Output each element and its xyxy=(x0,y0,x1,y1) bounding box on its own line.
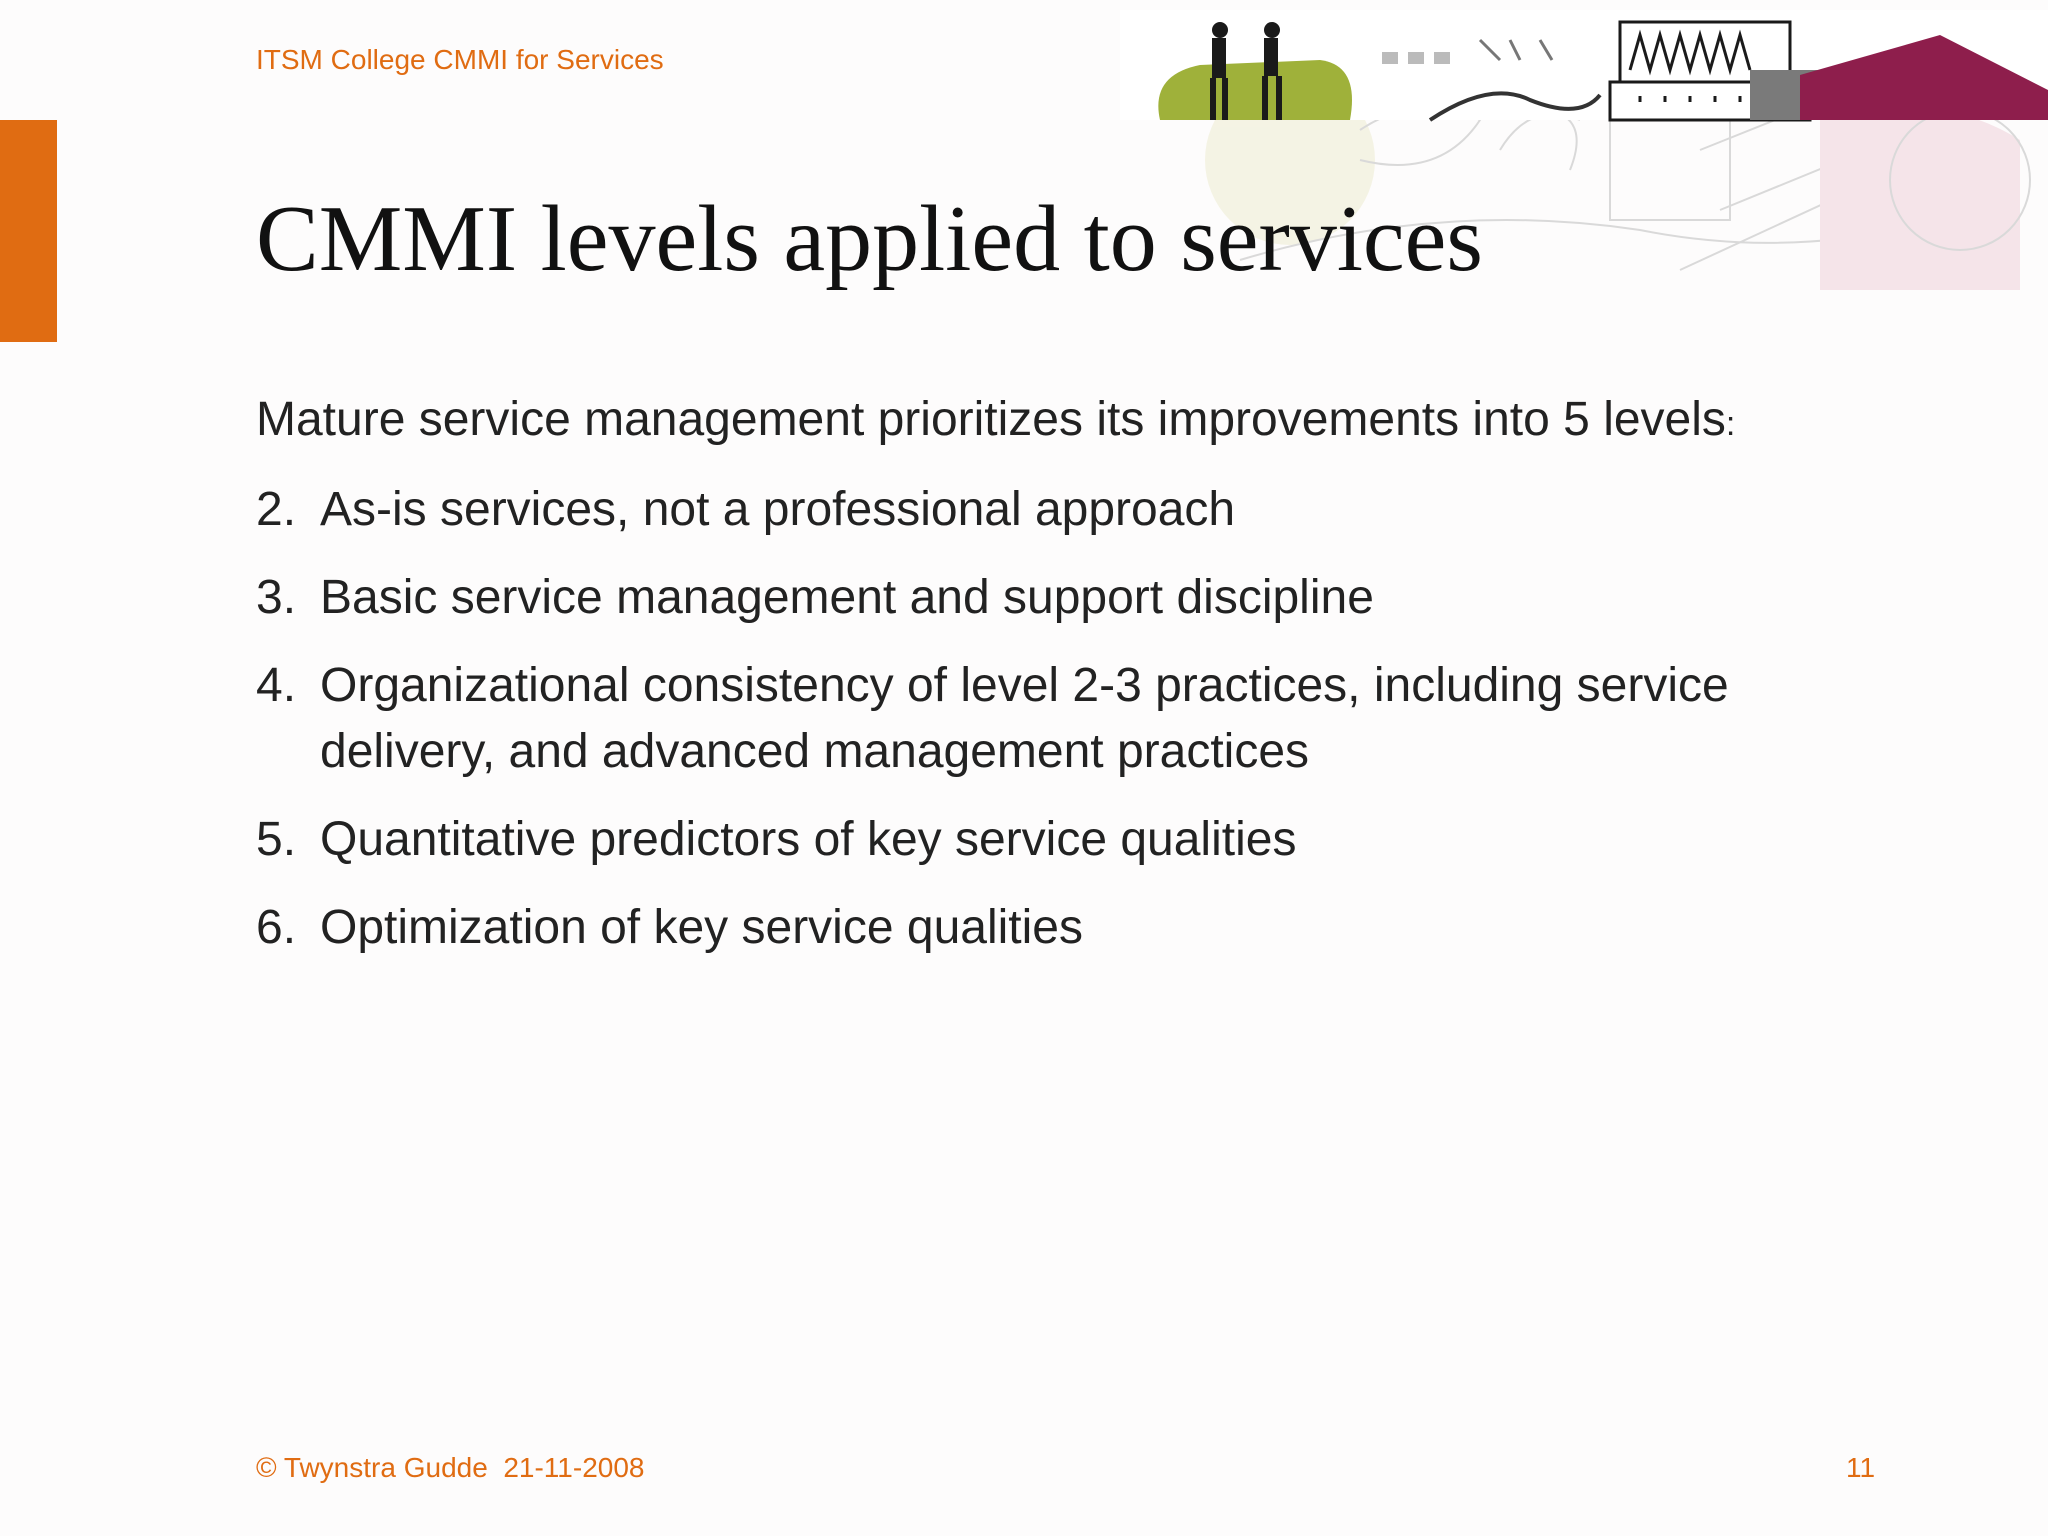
list-item xyxy=(256,653,1906,785)
list-item-number: 5. xyxy=(256,813,297,866)
course-header: ITSM College CMMI for Services xyxy=(256,44,664,75)
page-number: 11 xyxy=(1846,1452,1876,1483)
list-item-number: 4. xyxy=(256,659,297,712)
intro-line xyxy=(256,385,1906,459)
intro-text: Mature service management prioritizes its improvements into 5 levels xyxy=(256,393,1726,446)
slide-body xyxy=(256,385,1906,983)
list-item-text: As-is services, not a professional approach xyxy=(320,483,1236,536)
list-item-number: 6. xyxy=(256,901,297,954)
accent-bar xyxy=(0,120,57,342)
list-item xyxy=(256,477,1906,543)
list-item xyxy=(256,565,1906,631)
list-item-text: Optimization of key service qualities xyxy=(320,901,1083,954)
intro-colon: : xyxy=(1725,405,1736,443)
header-sketch-illustration xyxy=(1120,10,2048,350)
footer-copyright: © Twynstra Gudde 21-11-2008 xyxy=(256,1452,645,1483)
levels-list xyxy=(256,477,1906,961)
list-item-number: 2. xyxy=(256,483,297,536)
list-item xyxy=(256,895,1906,961)
list-item-number: 3. xyxy=(256,571,297,624)
slide-title: CMMI levels applied to services xyxy=(256,187,1483,291)
list-item-text: Quantitative predictors of key service qualities xyxy=(320,813,1297,866)
list-item-text: Basic service management and support discipline xyxy=(320,571,1374,624)
list-item xyxy=(256,807,1906,873)
list-item-text: Organizational consistency of level 2-3 practices, including service delivery, and advanced management practices xyxy=(320,659,1729,778)
